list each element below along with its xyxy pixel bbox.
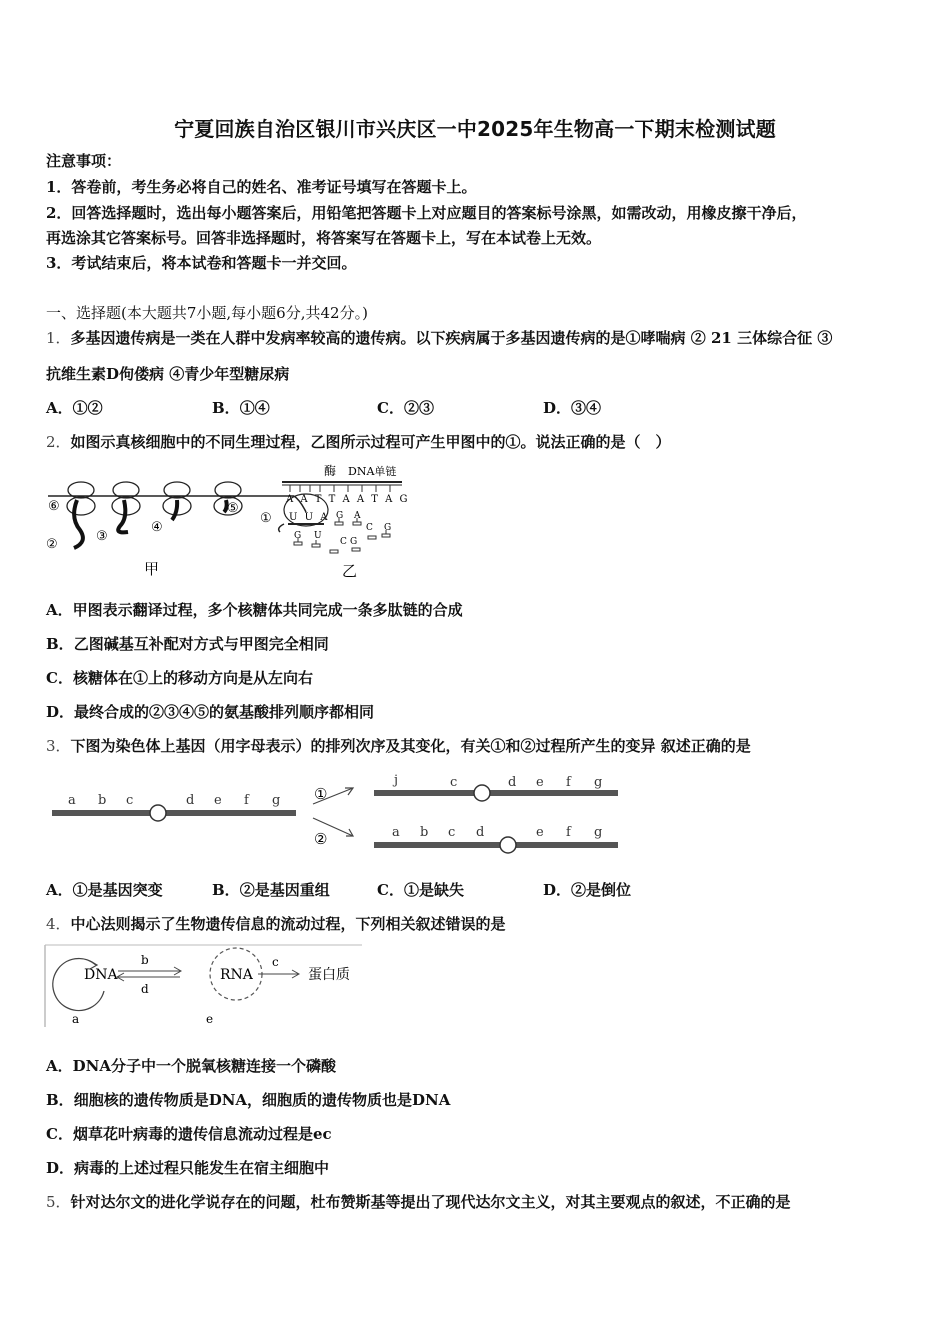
centromere: [150, 805, 166, 821]
notice-item: 再选涂其它答案标号。回答非选择题时，将答案写在答题卡上，写在本试卷上无效。: [46, 229, 602, 247]
question-number: 3．: [46, 737, 71, 755]
chromosome-variation-figure: [48, 766, 628, 856]
svg-text:C: C: [366, 523, 373, 533]
svg-text:j: j: [394, 773, 399, 788]
svg-text:f: f: [566, 825, 571, 840]
ribosome: [67, 482, 242, 515]
svg-text:g: g: [272, 793, 281, 808]
svg-text:f: f: [566, 775, 571, 790]
label-6: ⑥: [48, 499, 60, 514]
question-number: 5．: [46, 1193, 71, 1211]
option-b: B．乙图碱基互补配对方式与甲图完全相同: [46, 635, 329, 653]
svg-text:g: g: [594, 775, 603, 790]
arrow-label-1: ①: [314, 785, 328, 803]
dna-strand-label: DNA单链: [348, 465, 397, 478]
rna-label: RNA: [220, 967, 253, 983]
label-b: b: [141, 953, 149, 967]
arrow-label-2: ②: [314, 830, 328, 848]
notice-heading: 注意事项：: [46, 152, 122, 170]
question-number: 4．: [46, 915, 71, 933]
option-b: B．②是基因重组: [212, 881, 330, 899]
svg-text:b: b: [420, 825, 429, 840]
chromosome-variant-2: [374, 842, 618, 848]
svg-text:e: e: [536, 775, 544, 790]
svg-text:G: G: [350, 537, 358, 547]
svg-text:c: c: [448, 825, 456, 840]
label-a: a: [72, 1012, 80, 1026]
option-d: D．最终合成的②③④⑤的氨基酸排列顺序都相同: [46, 703, 375, 721]
template-bases: A A T T A A T A G: [286, 494, 410, 505]
question-1-stem-cont: 抗维生素D佝偻病 ④青少年型糖尿病: [46, 365, 290, 383]
notice-item: 2．回答选择题时，选出每小题答案后，用铅笔把答题卡上对应题目的答案标号涂黑，如需改动，用橡皮擦干净后，: [46, 204, 807, 222]
option-b: B．①④: [212, 399, 270, 417]
question-1-stem: 1．多基因遗传病是一类在人群中发病率较高的遗传病。以下疾病属于多基因遗传病的是①哮喘病 ② 21 三体综合征 ③: [46, 329, 833, 347]
label-3: ③: [96, 529, 108, 544]
svg-text:b: b: [98, 793, 107, 808]
paired-bases: U U A: [289, 512, 330, 523]
question-2-stem: 2．如图示真核细胞中的不同生理过程，乙图所示过程可产生甲图中的①。说法正确的是（ ）: [46, 433, 671, 451]
svg-text:e: e: [536, 825, 544, 840]
figure-label-yi: 乙: [342, 562, 358, 580]
svg-text:A: A: [354, 511, 361, 521]
option-d: D．②是倒位: [543, 881, 632, 899]
label-2: ②: [46, 537, 58, 552]
option-a: A．①是基因突变: [46, 881, 163, 899]
svg-text:a: a: [392, 825, 400, 840]
label-1: ①: [260, 511, 272, 526]
question-number: 1．: [46, 329, 71, 347]
label-5: ⑤: [227, 501, 239, 516]
question-4-stem: 4．中心法则揭示了生物遗传信息的流动过程，下列相关叙述错误的是: [46, 915, 506, 933]
question-5-stem: 5．针对达尔文的进化学说存在的问题，杜布赞斯基等提出了现代达尔文主义，对其主要观点的叙述，不正确的是: [46, 1193, 791, 1211]
option-b: B．细胞核的遗传物质是DNA，细胞质的遗传物质也是DNA: [46, 1091, 451, 1109]
protein-label: 蛋白质: [308, 967, 350, 983]
central-dogma-figure: [44, 941, 364, 1031]
peptide-chain: [118, 500, 128, 532]
question-3-stem: 3．下图为染色体上基因（用字母表示）的排列次序及其变化，有关①和②过程所产生的变异 叙述正确的是: [46, 737, 751, 755]
centromere: [474, 785, 490, 801]
peptide-chain: [74, 500, 83, 548]
label-d: d: [141, 982, 149, 996]
label-c: c: [272, 955, 279, 969]
svg-text:c: c: [126, 793, 134, 808]
option-d: D．病毒的上述过程只能发生在宿主细胞中: [46, 1159, 330, 1177]
svg-text:d: d: [476, 825, 485, 840]
svg-text:a: a: [68, 793, 76, 808]
notice-item: 3．考试结束后，将本试卷和答题卡一并交回。: [46, 254, 357, 272]
chromosome-variant-1: [374, 790, 618, 796]
option-d: D．③④: [543, 399, 602, 417]
notice-item: 1．答卷前，考生务必将自己的姓名、准考证号填写在答题卡上。: [46, 178, 477, 196]
svg-text:G: G: [336, 511, 344, 521]
label-e: e: [206, 1012, 214, 1026]
svg-text:C: C: [340, 537, 347, 547]
label-4: ④: [151, 520, 163, 535]
svg-text:g: g: [594, 825, 603, 840]
dna-label: DNA: [84, 967, 118, 983]
peptide-chain: [172, 500, 177, 520]
svg-text:c: c: [450, 775, 458, 790]
figure-label-jia: 甲: [144, 560, 160, 578]
svg-text:d: d: [186, 793, 195, 808]
translation-transcription-figure: [44, 460, 414, 585]
svg-text:G: G: [294, 531, 302, 541]
option-c: C．②③: [377, 399, 434, 417]
svg-text:G: G: [384, 523, 392, 533]
svg-text:d: d: [508, 775, 517, 790]
option-c: C．核糖体在①上的移动方向是从左向右: [46, 669, 313, 687]
option-a: A．甲图表示翻译过程，多个核糖体共同完成一条多肽链的合成: [46, 601, 463, 619]
question-number: 2．: [46, 433, 71, 451]
svg-text:U: U: [314, 531, 322, 541]
centromere: [500, 837, 516, 853]
option-c: C．烟草花叶病毒的遗传信息流动过程是ec: [46, 1125, 332, 1143]
option-a: A．①②: [46, 399, 103, 417]
option-a: A．DNA分子中一个脱氧核糖连接一个磷酸: [46, 1057, 336, 1075]
enzyme-label: 酶: [324, 464, 337, 478]
svg-text:f: f: [244, 793, 249, 808]
option-c: C．①是缺失: [377, 881, 464, 899]
svg-text:e: e: [214, 793, 222, 808]
chromosome-original: [52, 810, 296, 816]
page-title: 宁夏回族自治区银川市兴庆区一中2025年生物高一下期末检测试题: [174, 117, 776, 141]
section-heading: 一、选择题(本大题共7小题,每小题6分,共42分。): [46, 304, 368, 322]
